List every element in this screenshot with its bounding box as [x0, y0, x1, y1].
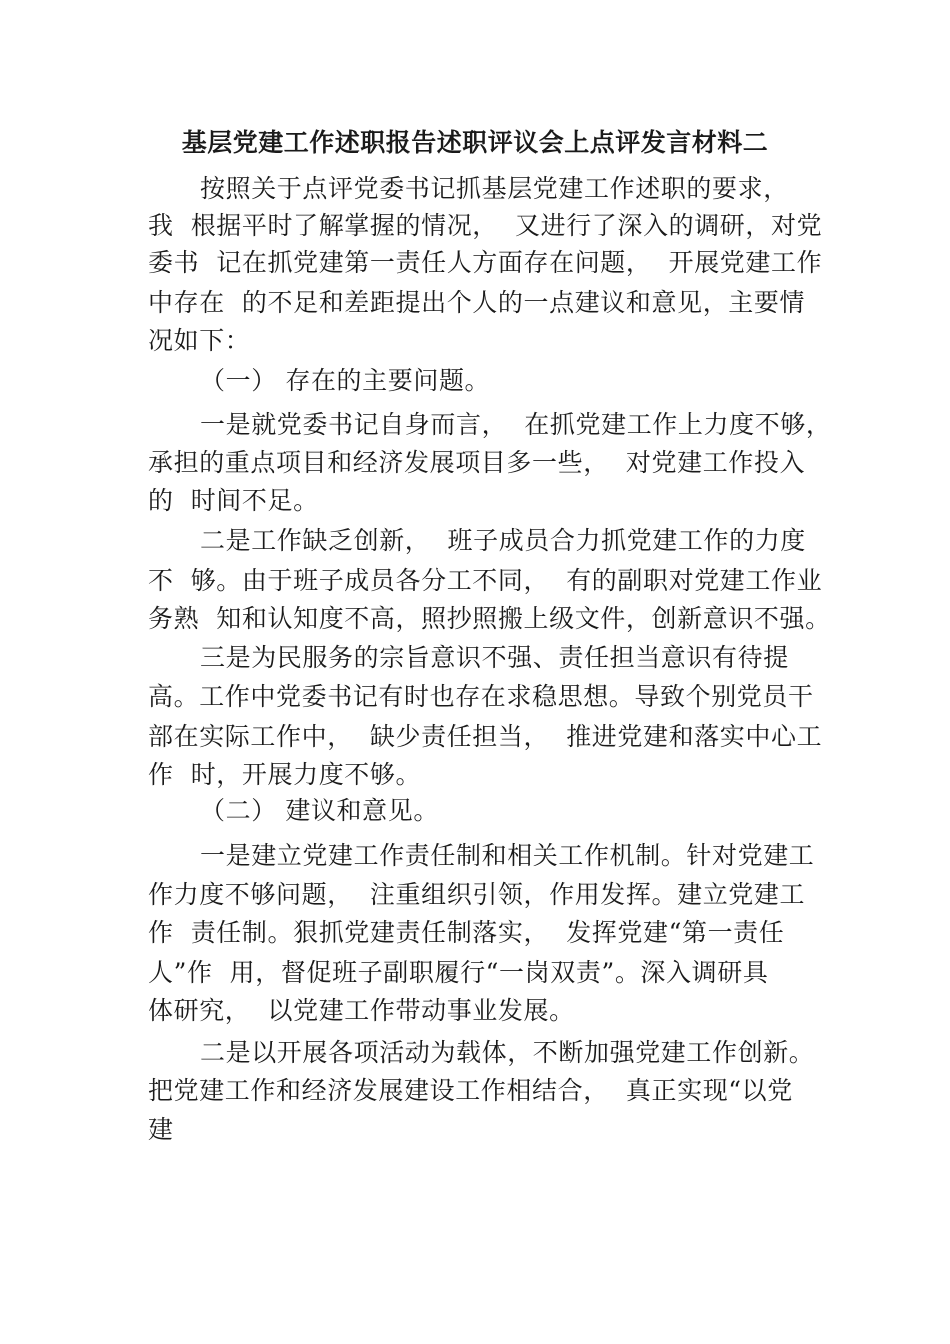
paragraph-line: 我 根据平时了解掌握的情况， 又进行了深入的调研，对党 [148, 211, 823, 240]
paragraph-line: 一是建立党建工作责任制和相关工作机制。针对党建工 [200, 841, 815, 870]
paragraph-line: 不 够。由于班子成员各分工不同， 有的副职对党建工作业 [148, 566, 823, 595]
paragraph-line: 承担的重点项目和经济发展项目多一些， 对党建工作投入 [148, 448, 806, 477]
paragraph-line: 二是以开展各项活动为载体，不断加强党建工作创新。 [200, 1038, 815, 1067]
paragraph-line: 务熟 知和认知度不高，照抄照搬上级文件，创新意识不强。 [148, 604, 831, 633]
paragraph-line: 委书 记在抓党建第一责任人方面存在问题， 开展党建工作 [148, 248, 823, 277]
paragraph-line: 建 [148, 1115, 174, 1144]
paragraph-line: 人”作 用，督促班子副职履行“一岗双责”。深入调研具 [148, 958, 769, 987]
section-heading: （二） 建议和意见。 [200, 796, 439, 825]
document-title: 基层党建工作述职报告述职评议会上点评发言材料二 [181, 128, 769, 157]
paragraph-line: 况如下： [148, 326, 251, 355]
paragraph-line: 的 时间不足。 [148, 486, 319, 515]
paragraph-line: 作力度不够问题， 注重组织引领，作用发挥。建立党建工 [148, 880, 806, 909]
paragraph-line: 二是工作缺乏创新， 班子成员合力抓党建工作的力度 [200, 526, 806, 555]
section-heading: （一） 存在的主要问题。 [200, 366, 491, 395]
paragraph-line: 体研究， 以党建工作带动事业发展。 [148, 996, 575, 1025]
paragraph-line: 一是就党委书记自身而言， 在抓党建工作上力度不够， [200, 410, 832, 439]
paragraph-line: 按照关于点评党委书记抓基层党建工作述职的要求， [200, 174, 789, 203]
paragraph-line: 高。工作中党委书记有时也存在求稳思想。导致个别党员干 [148, 682, 814, 711]
paragraph-line: 部在实际工作中， 缺少责任担当， 推进党建和落实中心工 [148, 722, 823, 751]
paragraph-line: 三是为民服务的宗旨意识不强、责任担当意识有待提 [200, 643, 789, 672]
paragraph-line: 中存在 的不足和差距提出个人的一点建议和意见，主要情 [148, 288, 806, 317]
paragraph-line: 把党建工作和经济发展建设工作相结合， 真正实现“以党 [148, 1076, 793, 1105]
paragraph-line: 作 责任制。狠抓党建责任制落实， 发挥党建“第一责任 [148, 918, 785, 947]
paragraph-line: 作 时，开展力度不够。 [148, 760, 422, 789]
